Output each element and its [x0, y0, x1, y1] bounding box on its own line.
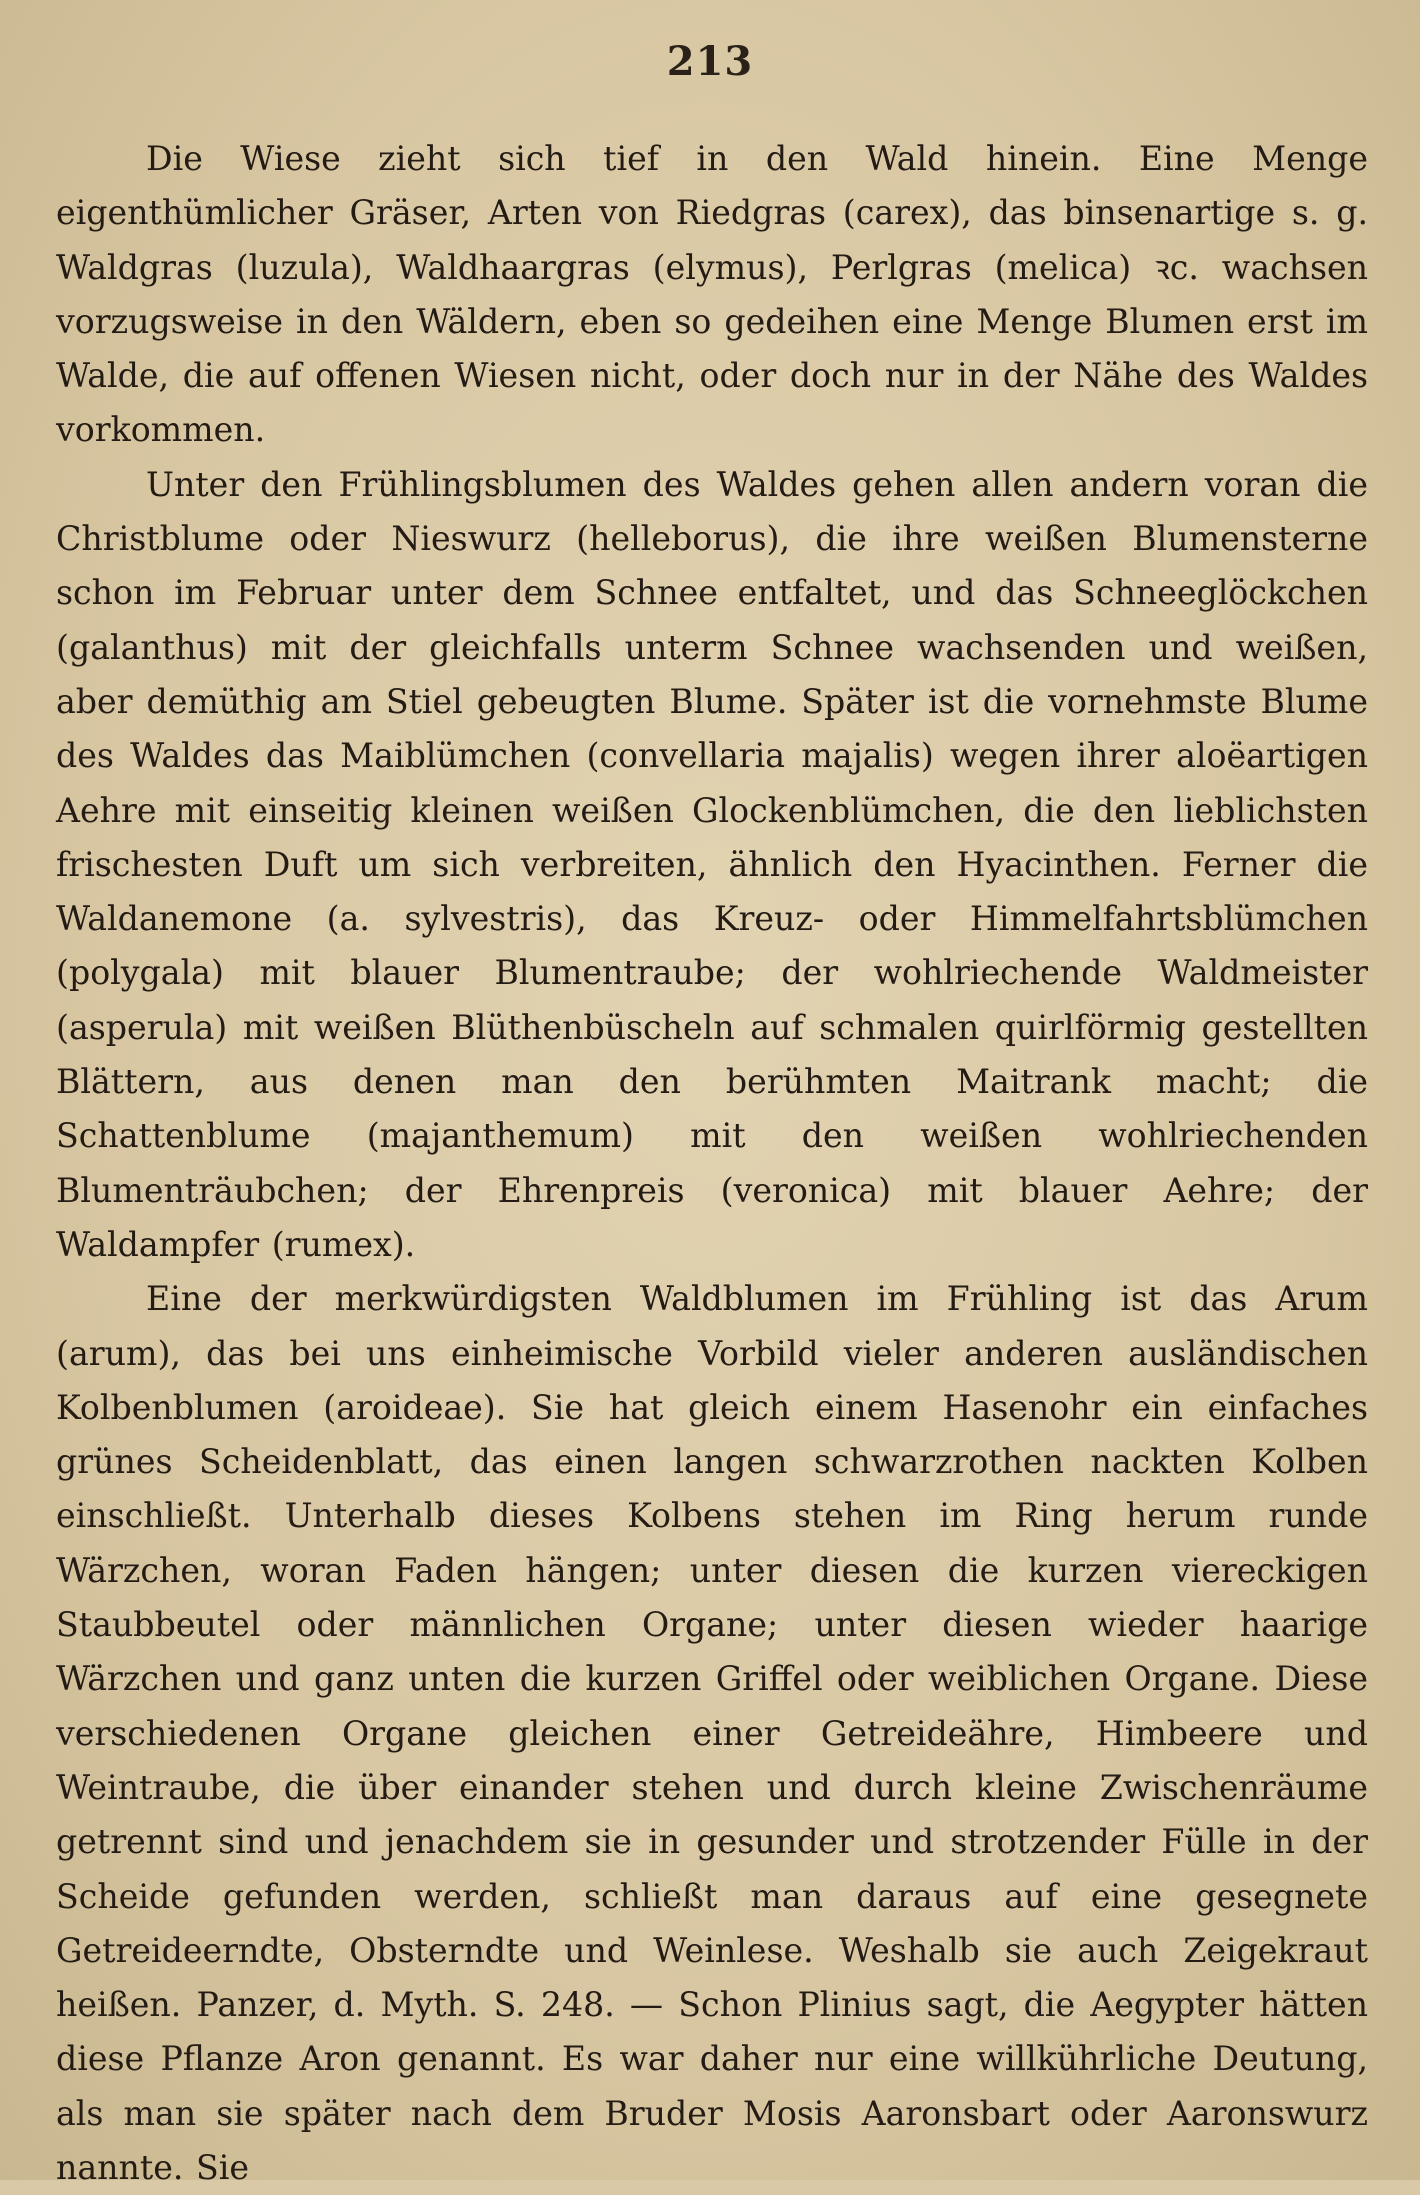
paragraph-spring-flowers: Unter den Frühlingsblumen des Waldes gehen allen andern voran die Christblume oder Nieswurz (helleborus), die ihre weißen Blumensterne schon im Februar unter dem Schnee entfaltet, und das Schneeglöckchen (galanthus) mit der gleichfalls unterm Schnee wachsenden und weißen, aber demüthig am Stiel gebeugten Blume. Später ist die vornehmste Blume des Waldes das Maiblümchen (convellaria majalis) wegen ihrer aloëartigen Aehre mit einseitig kleinen weißen Glockenblümchen, die den lieblichsten frischesten Duft um sich verbreiten, ähnlich den Hyacinthen. Ferner die Waldanemone (a. sylvestris), das Kreuz- oder Himmelfahrtsblümchen (polygala) mit blauer Blumentraube; der wohlriechende Waldmeister (asperula) mit weißen Blüthenbüscheln auf schmalen quirlförmig gestellten Blättern, aus denen man den berühmten Maitrank macht; die Schattenblume (majanthemum) mit den weißen wohlriechenden Blumenträubchen; der Ehrenpreis (veronica) mit blauer Aehre; der Waldampfer (rumex). [56, 464, 1368, 1264]
paragraph-arum: Eine der merkwürdigsten Waldblumen im Frühling ist das Arum (arum), das bei uns einheimische Vorbild vieler anderen ausländischen Kolbenblumen (aroideae). Sie hat gleich einem Hasenohr ein einfaches grünes Scheidenblatt, das einen langen schwarzrothen nackten Kolben einschließt. Unterhalb dieses Kolbens stehen im Ring herum runde Wärzchen, woran Faden hängen; unter diesen die kurzen viereckigen Staubbeutel oder männlichen Organe; unter diesen wieder haarige Wärzchen und ganz unten die kurzen Griffel oder weiblichen Organe. Diese verschiedenen Organe gleichen einer Getreideähre, Himbeere und Weintraube, die über einander stehen und durch kleine Zwischenräume getrennt sind und jenachdem sie in gesunder und strotzender Fülle in der Scheide gefunden werden, schließt man daraus auf eine gesegnete Getreideerndte, Obsterndte und Weinlese. Weshalb sie auch Zeigekraut heißen. Panzer, d. Myth. S. 248. — Schon Plinius sagt, die Aegypter hätten diese Pflanze Aron genannt. Es war daher nur eine willkührliche Deutung, als man sie später nach dem Bruder Mosis Aaronsbart oder Aaronswurz nannte. Sie [56, 1279, 1368, 2187]
paragraph-meadow: Die Wiese zieht sich tief in den Wald hinein. Eine Menge eigenthümlicher Gräser, Arten von Riedgras (carex), das binsenartige s. g. Waldgras (luzula), Waldhaargras (elymus), Perlgras (melica) ꝛc. wachsen vorzugsweise in den Wäldern, eben so gedeihen eine Menge Blumen erst im Walde, die auf offenen Wiesen nicht, oder doch nur in der Nähe des Waldes vorkommen. [56, 139, 1368, 450]
body-text [56, 132, 1368, 2195]
page-number: 213 [666, 38, 754, 85]
